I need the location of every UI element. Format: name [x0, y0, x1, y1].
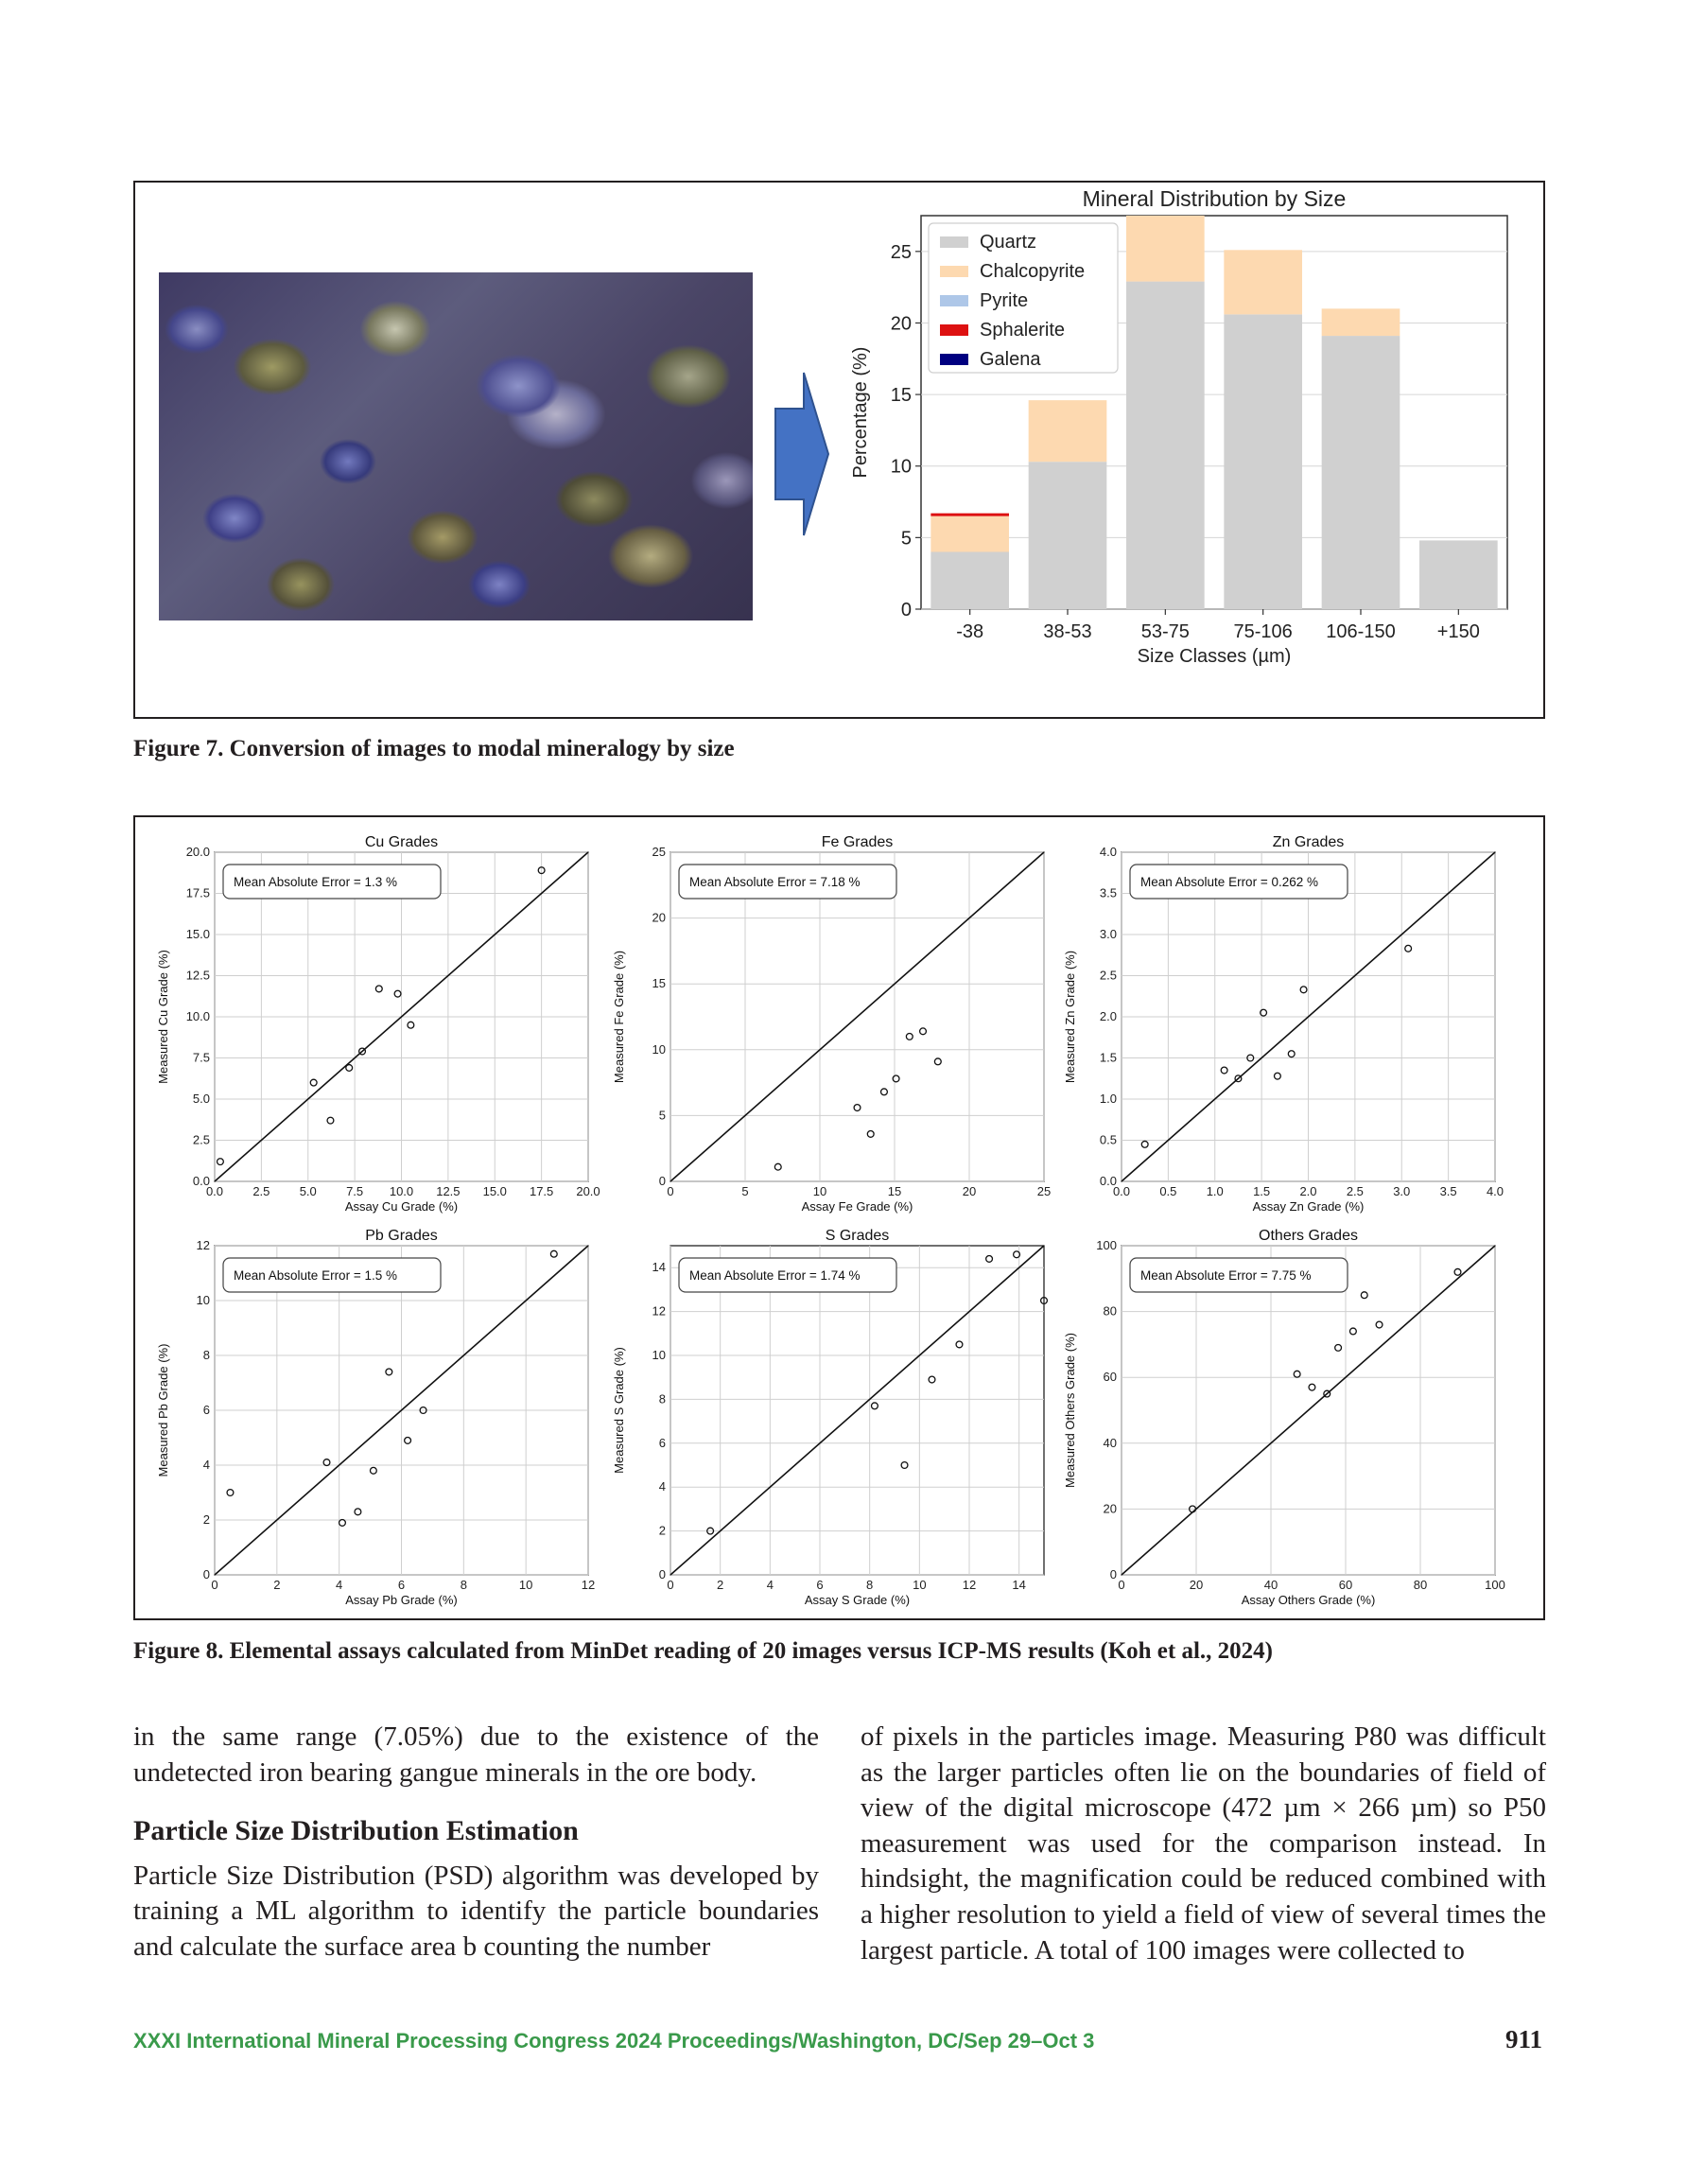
- x-tick-label: 12: [962, 1578, 977, 1592]
- bar-segment-quartz: [1126, 282, 1205, 609]
- y-tick-label: 0: [202, 1567, 210, 1581]
- x-tick-label: 100: [1485, 1578, 1505, 1592]
- y-tick-label: 0: [658, 1567, 666, 1581]
- y-axis-label: Measured Fe Grade (%): [612, 950, 626, 1084]
- x-tick-label: 0: [211, 1578, 218, 1592]
- left-column: [133, 1720, 819, 1966]
- x-tick-label: 106-150: [1326, 621, 1396, 642]
- legend-label: Galena: [980, 349, 1041, 370]
- y-tick-label: 1.5: [1099, 1050, 1117, 1065]
- bar-segment-quartz: [1322, 336, 1400, 609]
- y-axis-label: Percentage (%): [850, 346, 871, 479]
- x-tick-label: 15.0: [482, 1184, 507, 1198]
- x-tick-label: 2: [717, 1578, 724, 1592]
- x-axis-label: Assay S Grade (%): [804, 1593, 911, 1607]
- x-tick-label: 1.5: [1253, 1184, 1271, 1198]
- y-tick-label: 7.5: [192, 1050, 210, 1065]
- x-tick-label: 2: [273, 1578, 281, 1592]
- y-tick-label: 10.0: [185, 1009, 210, 1023]
- y-tick-label: 15: [890, 385, 912, 407]
- mae-annotation: Mean Absolute Error = 1.5 %: [234, 1268, 397, 1283]
- footer-proceedings: XXXI International Mineral Processing Congress 2024 Proceedings/Washington, DC/Sep 29–Oct 3: [133, 2029, 1095, 2053]
- chart-title: Mineral Distribution by Size: [1082, 186, 1347, 211]
- y-tick-label: 80: [1103, 1303, 1117, 1319]
- y-tick-label: 2.5: [192, 1132, 210, 1147]
- y-tick-label: 8: [658, 1391, 666, 1406]
- x-tick-label: 0: [667, 1184, 674, 1198]
- x-tick-label: 20: [1189, 1578, 1204, 1592]
- legend-swatch: [940, 236, 968, 248]
- x-tick-label: 10: [913, 1578, 927, 1592]
- x-axis-label: Size Classes (µm): [1137, 646, 1292, 667]
- y-tick-label: 20: [890, 313, 912, 335]
- legend-label: Sphalerite: [980, 320, 1066, 341]
- y-tick-label: 3.0: [1099, 927, 1117, 941]
- figure-7-caption: Figure 7. Conversion of images to modal mineralogy by size: [133, 736, 735, 761]
- legend-swatch: [940, 324, 968, 336]
- legend-swatch: [940, 266, 968, 277]
- mae-annotation: Mean Absolute Error = 7.75 %: [1140, 1268, 1312, 1283]
- panel-title: Pb Grades: [365, 1228, 438, 1244]
- y-tick-label: 6: [202, 1403, 210, 1417]
- x-tick-label: 14: [1012, 1578, 1026, 1592]
- y-tick-label: 4: [202, 1458, 210, 1472]
- y-tick-label: 60: [1103, 1370, 1117, 1385]
- y-axis-label: Measured S Grade (%): [612, 1347, 626, 1474]
- y-tick-label: 15: [652, 976, 666, 991]
- x-tick-label: 0.0: [1112, 1184, 1131, 1198]
- y-tick-label: 10: [196, 1293, 210, 1307]
- bar-segment-quartz: [1224, 314, 1302, 609]
- y-tick-label: 6: [658, 1435, 666, 1450]
- y-tick-label: 20: [652, 910, 666, 925]
- bar-segment-chalcopyrite: [1029, 400, 1107, 462]
- y-axis-label: Measured Zn Grade (%): [1063, 950, 1077, 1084]
- x-tick-label: -38: [956, 621, 984, 642]
- x-tick-label: 53-75: [1140, 621, 1190, 642]
- panel-title: Fe Grades: [821, 834, 894, 850]
- x-tick-label: 38-53: [1043, 621, 1092, 642]
- y-tick-label: 0: [658, 1174, 666, 1188]
- y-tick-label: 2: [658, 1523, 666, 1538]
- y-tick-label: 3.5: [1099, 885, 1117, 900]
- x-tick-label: 2.0: [1299, 1184, 1317, 1198]
- x-tick-label: 3.0: [1393, 1184, 1411, 1198]
- legend: [929, 223, 1118, 373]
- y-tick-label: 14: [652, 1260, 666, 1275]
- y-tick-label: 5: [658, 1108, 666, 1123]
- bar-segment-chalcopyrite: [1224, 250, 1302, 314]
- y-tick-label: 5.0: [192, 1092, 210, 1106]
- y-axis-label: Measured Pb Grade (%): [156, 1343, 170, 1477]
- x-tick-label: 0: [667, 1578, 674, 1592]
- y-tick-label: 0.5: [1099, 1132, 1117, 1147]
- x-tick-label: 15: [887, 1184, 902, 1198]
- x-tick-label: 4: [336, 1578, 343, 1592]
- x-tick-label: +150: [1436, 621, 1480, 642]
- legend-label: Pyrite: [980, 290, 1029, 311]
- x-tick-label: 0: [1118, 1578, 1125, 1592]
- mae-annotation: Mean Absolute Error = 1.74 %: [689, 1268, 861, 1283]
- y-tick-label: 25: [890, 241, 912, 263]
- x-axis-label: Assay Zn Grade (%): [1252, 1199, 1365, 1214]
- mae-annotation: Mean Absolute Error = 0.262 %: [1140, 875, 1318, 889]
- bar-segment-chalcopyrite: [930, 516, 1009, 552]
- mae-annotation: Mean Absolute Error = 7.18 %: [689, 875, 861, 889]
- x-tick-label: 20: [962, 1184, 977, 1198]
- y-tick-label: 5: [900, 528, 912, 550]
- legend-swatch: [940, 295, 968, 306]
- y-tick-label: 2.5: [1099, 968, 1117, 983]
- panel-title: Zn Grades: [1272, 834, 1345, 850]
- x-tick-label: 5.0: [299, 1184, 317, 1198]
- bar-segment-chalcopyrite: [1322, 308, 1400, 336]
- y-tick-label: 2.0: [1099, 1009, 1117, 1023]
- x-tick-label: 0.0: [205, 1184, 224, 1198]
- y-tick-label: 40: [1103, 1435, 1117, 1450]
- panel-title: Others Grades: [1259, 1228, 1358, 1244]
- y-tick-label: 12.5: [185, 968, 210, 983]
- y-tick-label: 0.0: [192, 1174, 210, 1188]
- x-tick-label: 10: [812, 1184, 827, 1198]
- elemental-assay-scatter-grid: [135, 817, 1542, 1617]
- legend-swatch: [940, 354, 968, 365]
- y-tick-label: 15.0: [185, 927, 210, 941]
- x-tick-label: 10.0: [389, 1184, 414, 1198]
- legend-label: Chalcopyrite: [980, 261, 1086, 282]
- scatter-panel-cu-grades: [156, 834, 600, 1214]
- x-tick-label: 12: [581, 1578, 596, 1592]
- x-axis-label: Assay Others Grade (%): [1241, 1593, 1376, 1607]
- y-tick-label: 17.5: [185, 885, 210, 900]
- mae-annotation: Mean Absolute Error = 1.3 %: [234, 875, 397, 889]
- x-tick-label: 60: [1338, 1578, 1353, 1592]
- x-tick-label: 80: [1413, 1578, 1428, 1592]
- x-tick-label: 8: [866, 1578, 874, 1592]
- y-tick-label: 12: [196, 1238, 210, 1252]
- y-tick-label: 10: [652, 1348, 666, 1362]
- bar-segment-sphalerite: [930, 514, 1009, 516]
- y-axis-label: Measured Cu Grade (%): [156, 950, 170, 1084]
- bar-segment-quartz: [1419, 540, 1498, 609]
- y-axis-label: Measured Others Grade (%): [1063, 1332, 1077, 1489]
- y-tick-label: 25: [652, 845, 666, 859]
- x-tick-label: 5: [741, 1184, 749, 1198]
- x-tick-label: 7.5: [346, 1184, 364, 1198]
- y-tick-label: 20.0: [185, 845, 210, 859]
- scatter-panel-zn-grades: [1063, 834, 1504, 1214]
- legend-label: Quartz: [980, 232, 1037, 253]
- x-tick-label: 12.5: [436, 1184, 461, 1198]
- x-axis-label: Assay Pb Grade (%): [345, 1593, 458, 1607]
- panel-title: Cu Grades: [364, 834, 439, 850]
- x-axis-label: Assay Fe Grade (%): [801, 1199, 913, 1214]
- x-tick-label: 1.0: [1206, 1184, 1224, 1198]
- left-paragraph-1: in the same range (7.05%) due to the existence of the undetected iron bearing gangue minerals in the ore body.: [133, 1721, 819, 1788]
- x-axis-label: Assay Cu Grade (%): [344, 1199, 459, 1214]
- scatter-panel-fe-grades: [612, 834, 1051, 1214]
- y-tick-label: 100: [1096, 1238, 1117, 1252]
- x-tick-label: 6: [816, 1578, 824, 1592]
- x-tick-label: 10: [518, 1578, 533, 1592]
- y-tick-label: 20: [1103, 1501, 1117, 1516]
- right-arrow-icon: [774, 371, 830, 537]
- right-column: [861, 1720, 1546, 1968]
- x-tick-label: 8: [460, 1578, 467, 1592]
- left-paragraph-2: Particle Size Distribution (PSD) algorithm was developed by training a ML algorithm to identify the particle boundaries and calculate the surface area b counting the number: [133, 1860, 819, 1962]
- scatter-panel-others-grades: [1063, 1228, 1505, 1607]
- x-tick-label: 4: [766, 1578, 774, 1592]
- microscope-particle-photo: [159, 272, 753, 620]
- right-paragraph: of pixels in the particles image. Measuring P80 was difficult as the larger particles often lie on the boundaries of field of view of the digital microscope (472 µm × 266 µm) so P50 measurement was used for the comparison instead. In hindsight, the magnification could be reduced combined with a higher resolution to yield a field of view of several times the largest particle. A total of 100 images were collected to: [861, 1721, 1546, 1966]
- bar-segment-chalcopyrite: [1126, 216, 1205, 282]
- y-tick-label: 8: [202, 1348, 210, 1362]
- bar-segment-quartz: [1029, 462, 1107, 609]
- x-tick-label: 6: [397, 1578, 406, 1592]
- x-tick-label: 25: [1036, 1184, 1052, 1198]
- figure-8-caption: Figure 8. Elemental assays calculated from MinDet reading of 20 images versus ICP-MS results (Koh et al., 2024): [133, 1638, 1273, 1664]
- x-tick-label: 2.5: [252, 1184, 270, 1198]
- section-heading: Particle Size Distribution Estimation: [133, 1815, 579, 1847]
- y-tick-label: 10: [652, 1041, 666, 1057]
- bar-segment-quartz: [930, 551, 1009, 609]
- x-tick-label: 75-106: [1233, 621, 1293, 642]
- y-tick-label: 1.0: [1099, 1092, 1117, 1106]
- y-tick-label: 2: [202, 1512, 210, 1527]
- x-tick-label: 3.5: [1439, 1184, 1457, 1198]
- panel-title: S Grades: [825, 1228, 890, 1244]
- scatter-panel-s-grades: [612, 1228, 1047, 1607]
- y-tick-label: 10: [890, 456, 912, 478]
- page-number: 911: [1505, 2025, 1543, 2053]
- x-tick-label: 0.5: [1159, 1184, 1177, 1198]
- x-tick-label: 40: [1263, 1578, 1278, 1592]
- y-tick-label: 4.0: [1099, 845, 1117, 859]
- y-tick-label: 4: [658, 1479, 666, 1494]
- scatter-panel-pb-grades: [156, 1228, 595, 1607]
- x-tick-label: 17.5: [529, 1184, 554, 1198]
- x-tick-label: 4.0: [1486, 1184, 1504, 1198]
- y-tick-label: 12: [652, 1303, 666, 1319]
- y-tick-label: 0: [1109, 1567, 1117, 1581]
- x-tick-label: 2.5: [1346, 1184, 1364, 1198]
- y-tick-label: 0.0: [1099, 1174, 1117, 1188]
- x-tick-label: 20.0: [576, 1184, 600, 1198]
- mineral-distribution-chart: [844, 182, 1543, 717]
- y-tick-label: 0: [900, 600, 912, 620]
